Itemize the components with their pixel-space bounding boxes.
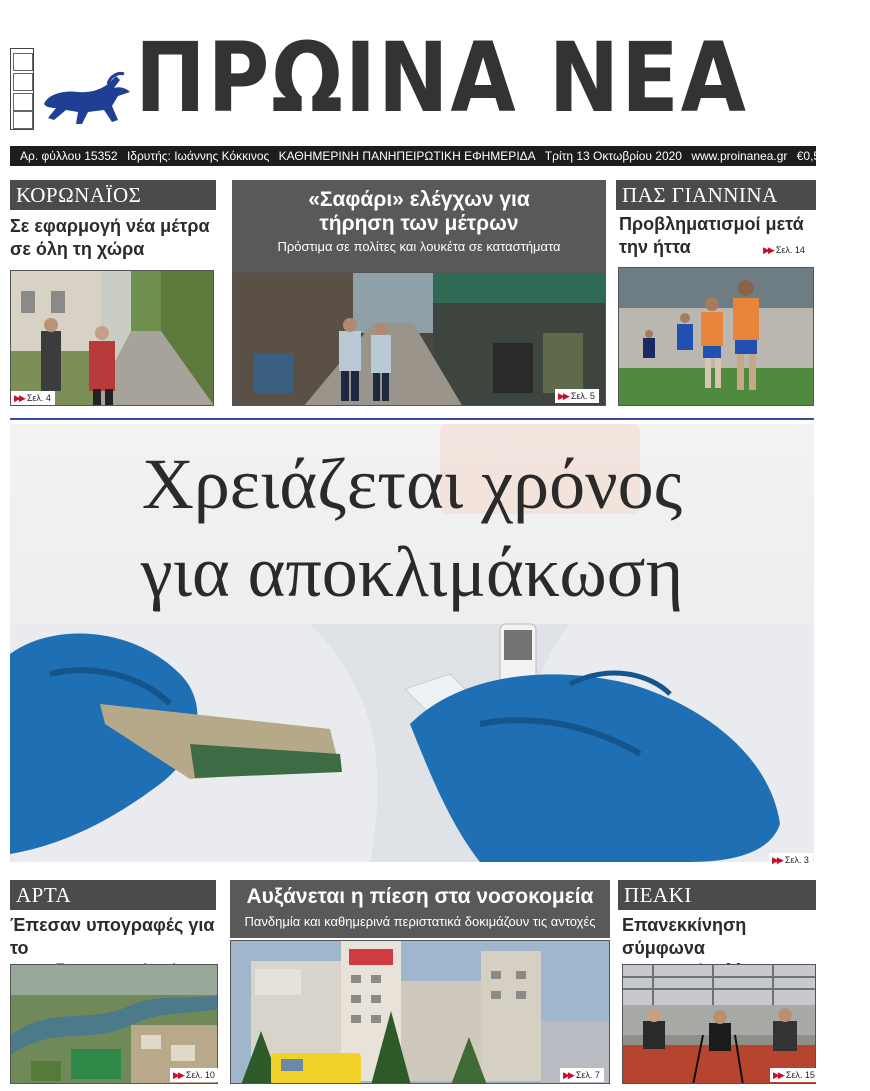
police-checks-photo xyxy=(232,272,606,406)
page-ref xyxy=(170,1068,219,1082)
masthead-badge xyxy=(10,48,34,130)
lead-headline[interactable] xyxy=(10,428,814,612)
section-header-peaki: ΠΕΑΚΙ xyxy=(618,880,816,910)
aerial-photo-arta xyxy=(10,964,218,1084)
divider-line xyxy=(10,418,814,420)
double-arrow-icon: ▶▶ xyxy=(563,1070,573,1080)
page-ref xyxy=(560,1068,604,1082)
football-training-photo xyxy=(618,267,814,406)
story-header-checks[interactable] xyxy=(232,180,606,272)
double-arrow-icon: ▶▶ xyxy=(773,1070,783,1080)
goat-logo-icon xyxy=(38,70,134,130)
badge-seal-icon xyxy=(13,73,33,91)
section-header-coronavirus: ΚΟΡΩΝΑΪΟΣ xyxy=(10,180,216,210)
page-ref xyxy=(11,391,55,405)
lead-headline-line: για αποκλιμάκωση xyxy=(140,532,684,612)
headline-line: την ήττα xyxy=(619,237,691,257)
headline-line: Σε εφαρμογή νέα μέτρα xyxy=(10,216,210,236)
badge-seal-icon xyxy=(13,111,33,129)
issue-number: Αρ. φύλλου 15352 xyxy=(20,149,118,163)
page-ref xyxy=(760,243,809,257)
badge-seal-icon xyxy=(13,53,33,71)
headline-line: «Σαφάρι» ελέγχων για xyxy=(308,188,530,211)
double-arrow-icon: ▶▶ xyxy=(14,393,24,403)
subheadline: Πανδημία και καθημερινά περιστατικά δοκιμάζουν τις αντοχές xyxy=(244,914,596,929)
headline-line: Έπεσαν υπογραφές για το xyxy=(10,915,215,958)
subheadline: Πρόστιμα σε πολίτες και λουκέτα σε καταστήματα xyxy=(277,239,561,254)
price: €0,50 xyxy=(796,149,827,163)
info-bar xyxy=(10,146,827,166)
page-ref-label: Σελ. 15 xyxy=(785,1070,815,1080)
lead-headline-line: Χρειάζεται χρόνος xyxy=(141,444,683,524)
website: www.proinanea.gr xyxy=(691,149,788,163)
section-header-pas-giannina: ΠΑΣ ΓΙΑΝΝΙΝΑ xyxy=(616,180,816,210)
issue-date: Τρίτη 13 Οκτωβρίου 2020 xyxy=(544,149,682,163)
page-ref xyxy=(769,853,813,867)
founder: Ιδρυτής: Ιωάννης Κόκκινος xyxy=(126,149,270,163)
street-photo xyxy=(10,270,214,406)
headline-line: σε όλη τη χώρα xyxy=(10,239,145,259)
headline: Αυξάνεται η πίεση στα νοσοκομεία xyxy=(246,885,594,908)
tagline: ΚΑΘΗΜΕΡΙΝΗ ΠΑΝΗΠΕΙΡΩΤΙΚΗ ΕΦΗΜΕΡΙΔΑ xyxy=(278,149,536,163)
page-ref xyxy=(770,1068,819,1082)
story-headline-coronavirus[interactable] xyxy=(10,215,220,261)
section-header-arta: ΑΡΤΑ xyxy=(10,880,216,910)
page-ref-label: Σελ. 14 xyxy=(775,245,805,255)
page-ref-label: Σελ. 7 xyxy=(575,1070,600,1080)
page-ref-label: Σελ. 10 xyxy=(185,1070,215,1080)
double-arrow-icon: ▶▶ xyxy=(558,391,568,401)
page-ref-label: Σελ. 3 xyxy=(784,855,809,865)
headline-line: Επανεκκίνηση σύμφωνα xyxy=(622,915,747,958)
double-arrow-icon: ▶▶ xyxy=(772,855,782,865)
press-conference-photo xyxy=(622,964,816,1084)
page-ref xyxy=(555,389,599,403)
page-ref-label: Σελ. 5 xyxy=(570,391,595,401)
badge-seal-icon xyxy=(13,93,33,111)
masthead-title: ΠΡΩΙΝΑ ΝΕΑ xyxy=(135,22,748,134)
double-arrow-icon: ▶▶ xyxy=(173,1070,183,1080)
story-header-hospitals[interactable] xyxy=(230,880,610,938)
hospital-photo xyxy=(230,940,610,1084)
headline-line: Προβληματισμοί μετά xyxy=(619,214,804,234)
page-ref-label: Σελ. 4 xyxy=(26,393,51,403)
double-arrow-icon: ▶▶ xyxy=(763,245,773,255)
headline-line: τήρηση των μέτρων xyxy=(319,212,519,235)
